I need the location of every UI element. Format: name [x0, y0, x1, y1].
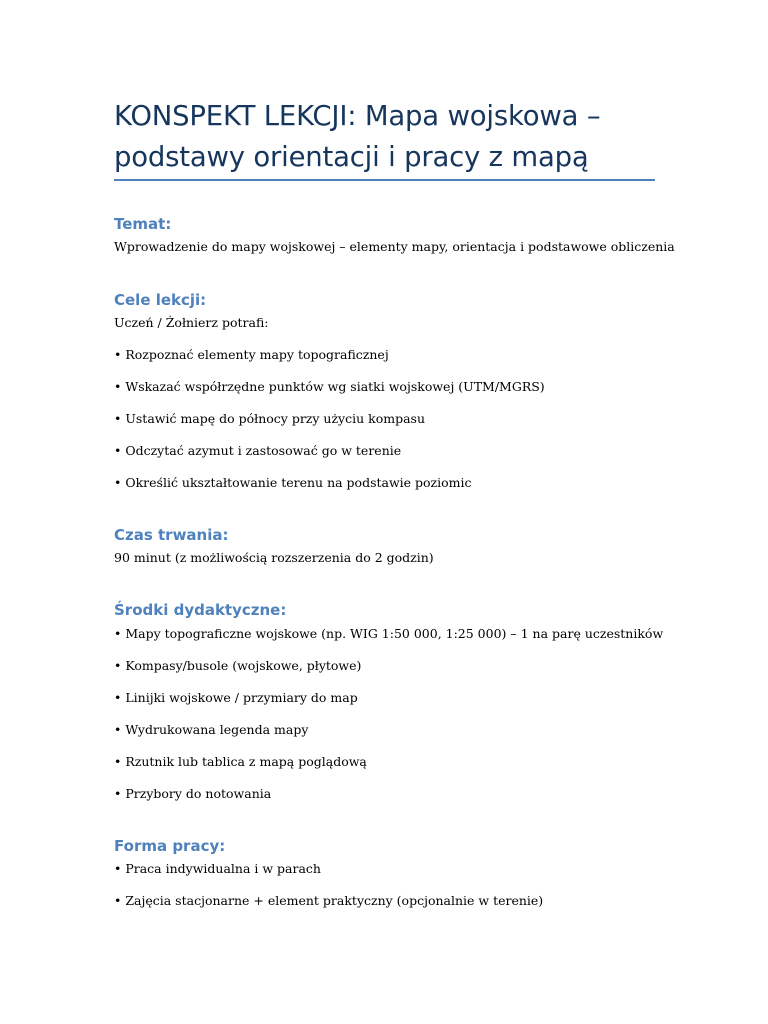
cele-list-item: • Odczytać azymut i zastosować go w terenie	[114, 443, 402, 458]
srodki-list-item: • Kompasy/busole (wojskowe, płytowe)	[114, 658, 362, 673]
srodki-list-item: • Przybory do notowania	[114, 786, 272, 801]
title-underline	[114, 179, 655, 181]
srodki-list-item: • Wydrukowana legenda mapy	[114, 722, 309, 737]
section-heading-czas-trwania: Czas trwania:	[114, 526, 229, 544]
section-heading-srodki-dydaktyczne: Środki dydaktyczne:	[114, 601, 287, 619]
section-heading-forma-pracy: Forma pracy:	[114, 837, 226, 855]
srodki-list-item: • Rzutnik lub tablica z mapą poglądową	[114, 754, 367, 769]
section-heading-temat: Temat:	[114, 215, 172, 233]
czas-trwania-text: 90 minut (z możliwością rozszerzenia do 2 godzin)	[114, 550, 434, 565]
forma-pracy-list-item: • Zajęcia stacjonarne + element praktyczny (opcjonalnie w terenie)	[114, 893, 544, 908]
document-title: KONSPEKT LEKCJI: Mapa wojskowa – podstawy orientacji i pracy z mapą	[114, 100, 601, 173]
forma-pracy-list-item: • Praca indywidualna i w parach	[114, 861, 321, 876]
srodki-list-item: • Linijki wojskowe / przymiary do map	[114, 690, 358, 705]
section-heading-cele-lekcji: Cele lekcji:	[114, 291, 207, 309]
cele-list-item: • Ustawić mapę do północy przy użyciu kompasu	[114, 411, 426, 426]
cele-list-item: • Wskazać współrzędne punktów wg siatki wojskowej (UTM/MGRS)	[114, 379, 545, 394]
srodki-list-item: • Mapy topograficzne wojskowe (np. WIG 1:50 000, 1:25 000) – 1 na parę uczestników	[114, 626, 664, 641]
cele-intro: Uczeń / Żołnierz potrafi:	[114, 315, 269, 330]
temat-text: Wprowadzenie do mapy wojskowej – elementy mapy, orientacja i podstawowe obliczenia	[114, 239, 675, 254]
cele-list-item: • Określić ukształtowanie terenu na podstawie poziomic	[114, 475, 472, 490]
cele-list-item: • Rozpoznać elementy mapy topograficznej	[114, 347, 389, 362]
